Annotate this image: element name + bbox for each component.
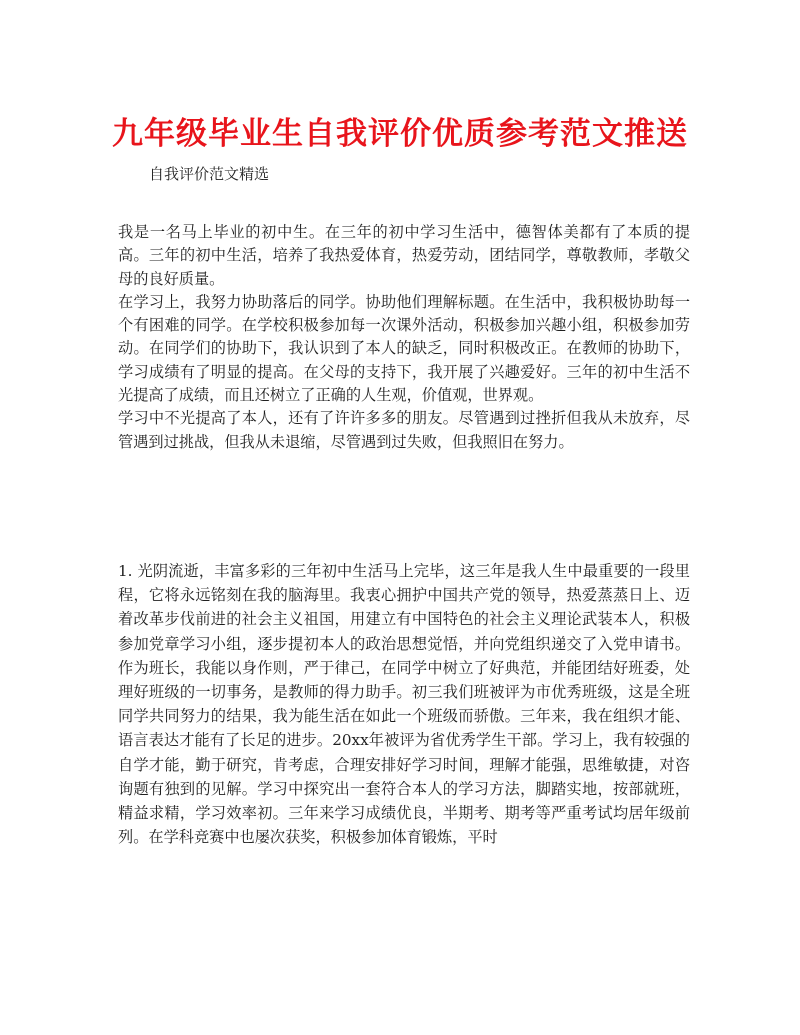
document-subtitle: 自我评价范文精选 <box>149 165 270 183</box>
document-section-1 <box>118 559 690 849</box>
paragraph-study: 在学习上，我努力协助落后的同学。协助他们理解标题。在生活中，我积极协助每一个有困难的同学。在学校积极参加每一次课外活动，积极参加兴趣小组，积极参加劳动。在同学们的协助下，我认识到了本人的缺乏，同时积极改正。在教师的协助下，学习成绩有了明显的提高。在父母的支持下，我开展了兴趣爱好。三年的初中生活不光提高了成绩，而且还树立了正确的人生观，价值观，世界观。 <box>118 292 690 405</box>
section-paragraph: 1. 光阴流逝，丰富多彩的三年初中生活马上完毕，这三年是我人生中最重要的一段里程，它将永远铭刻在我的脑海里。我衷心拥护中国共产党的领导，热爱蒸蒸日上、迈着改革步伐前进的社会主义祖国，用建立有中国特色的社会主义理论武装本人，积极参加党章学习小组，逐步提初本人的政治思想觉悟，并向党组织递交了入党申请书。作为班长，我能以身作则，严于律己，在同学中树立了好典范，并能团结好班委，处理好班级的一切事务，是教师的得力助手。初三我们班被评为市优秀班级，这是全班同学共同努力的结果，我为能生活在如此一个班级而骄傲。三年来，我在组织才能、语言表达才能有了长足的进步。20xx年被评为省优秀学生干部。学习上，我有较强的自学才能，勤于研究，肯考虑，合理安排好学习时间，理解才能强，思维敏捷，对咨询题有独到的见解。学习中探究出一套符合本人的学习方法，脚踏实地，按部就班，精益求精，学习效率初。三年来学习成绩优良，半期考、期考等严重考试均居年级前列。在学科竞赛中也屡次获奖，积极参加体育锻炼，平时 <box>118 562 690 847</box>
document-title: 九年级毕业生自我评价优质参考范文推送 <box>112 116 688 152</box>
paragraph-intro: 我是一名马上毕业的初中生。在三年的初中学习生活中，德智体美都有了本质的提高。三年的初中生活，培养了我热爱体育，热爱劳动，团结同学，尊敬教师，孝敬父母的良好质量。 <box>118 223 690 288</box>
document-body <box>118 221 690 454</box>
paragraph-friends: 学习中不光提高了本人，还有了许许多多的朋友。尽管遇到过挫折但我从未放弃，尽管遇到过挑战，但我从未退缩，尽管遇到过失败，但我照旧在努力。 <box>118 409 690 451</box>
